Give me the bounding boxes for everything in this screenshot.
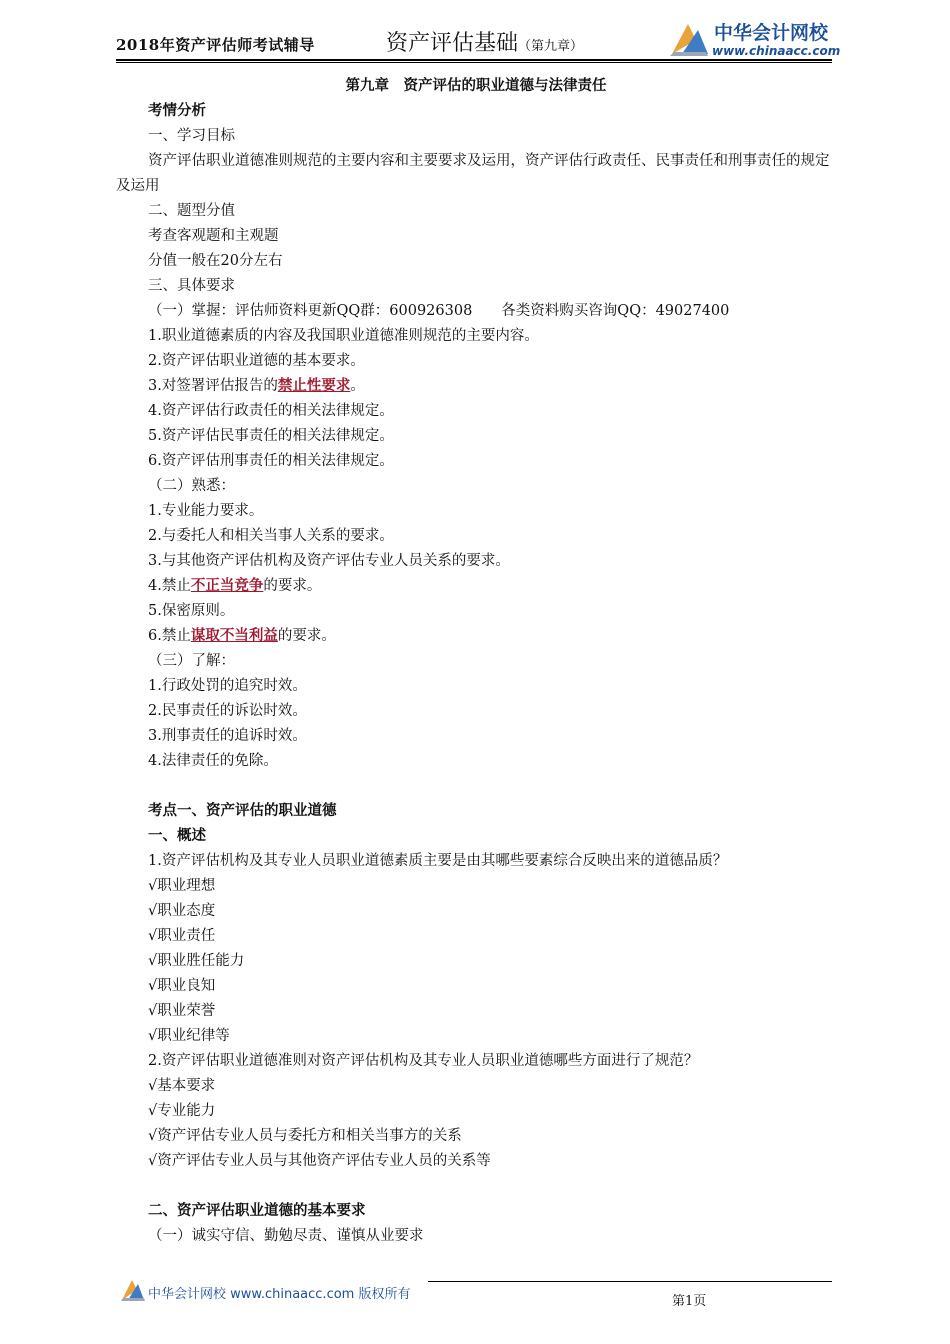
basic-requirements-heading: 二、资产评估职业道德的基本要求 (148, 1203, 366, 1219)
section-heading: 三、具体要求 (148, 278, 235, 294)
paragraph: 考查客观题和主观题 (148, 228, 279, 244)
check-item: √职业责任 (148, 928, 216, 944)
page-number: 第1页 (672, 1294, 707, 1309)
highlight-term: 禁止性要求 (277, 378, 351, 394)
highlight-term: 谋取不当利益 (190, 628, 278, 644)
list-item-text: 4.禁止 (148, 578, 191, 594)
paragraph: 资产评估职业道德准则规范的主要内容和主要要求及运用，资产评估行政责任、民事责任和刑事责任的规定及运用 (116, 153, 830, 194)
footer-copyright: 中华会计网校 www.chinaacc.com 版权所有 (148, 1287, 411, 1302)
check-item: √职业态度 (148, 903, 216, 919)
check-item: √职业荣誉 (148, 1003, 216, 1019)
section-heading: 二、题型分值 (148, 203, 235, 219)
list-item: 3.刑事责任的追诉时效。 (148, 728, 307, 744)
list-item-text: 3.对签署评估报告的 (148, 378, 278, 394)
chapter-title: 第九章 资产评估的职业道德与法律责任 (345, 78, 607, 94)
list-item: 1.专业能力要求。 (148, 503, 264, 519)
header-subject: 资产评估基础 (386, 31, 519, 56)
check-item: √资产评估专业人员与其他资产评估专业人员的关系等 (148, 1153, 491, 1169)
header-chapter: （第九章） (518, 39, 584, 54)
understand-heading: （三）了解： (148, 653, 235, 669)
logo-name: 中华会计网校 (714, 22, 829, 44)
list-item: 5.资产评估民事责任的相关法律规定。 (148, 428, 394, 444)
list-item: 1.职业道德素质的内容及我国职业道德准则规范的主要内容。 (148, 328, 539, 344)
footer-logo-icon (120, 1278, 146, 1302)
list-item: 6.资产评估刑事责任的相关法律规定。 (148, 453, 394, 469)
list-item-text: 6.禁止 (148, 628, 191, 644)
list-item: 3.与其他资产评估机构及资产评估专业人员关系的要求。 (148, 553, 510, 569)
header-rule-thin (116, 62, 832, 63)
spacer (116, 774, 836, 799)
list-item-text: 的要求。 (263, 578, 322, 594)
familiar-heading: （二）熟悉： (148, 478, 235, 494)
brand-logo (668, 18, 841, 60)
paragraph: 分值一般在20分左右 (148, 253, 283, 269)
highlight-term: 不正当竞争 (190, 578, 264, 594)
kp1-subheading: 一、概述 (148, 828, 206, 844)
check-item: √基本要求 (148, 1078, 216, 1094)
list-item: 4.法律责任的免除。 (148, 753, 278, 769)
list-item (116, 624, 836, 649)
header-course: 2018年资产评估师考试辅导 (116, 36, 315, 54)
list-item: 1.行政处罚的追究时效。 (148, 678, 307, 694)
list-item: 2.民事责任的诉讼时效。 (148, 703, 307, 719)
check-item: √职业理想 (148, 878, 216, 894)
page-header (116, 14, 841, 64)
list-item: 5.保密原则。 (148, 603, 235, 619)
spacer (116, 1174, 836, 1199)
subsection-heading: （一）诚实守信、勤勉尽责、谨慎从业要求 (148, 1228, 424, 1244)
section-heading: 一、学习目标 (148, 128, 235, 144)
question: 2.资产评估职业道德准则对资产评估机构及其专业人员职业道德哪些方面进行了规范？ (148, 1053, 699, 1069)
document-body (116, 74, 836, 1249)
list-item: 2.与委托人和相关当事人关系的要求。 (148, 528, 394, 544)
check-item: √专业能力 (148, 1103, 216, 1119)
page-footer (116, 1272, 836, 1332)
list-item: 4.资产评估行政责任的相关法律规定。 (148, 403, 394, 419)
check-item: √职业纪律等 (148, 1028, 230, 1044)
check-item: √职业良知 (148, 978, 216, 994)
header-title (386, 26, 583, 57)
list-item (116, 574, 836, 599)
check-item: √资产评估专业人员与委托方和相关当事方的关系 (148, 1128, 462, 1144)
analysis-heading: 考情分析 (148, 103, 206, 119)
list-item-text: 。 (350, 378, 365, 394)
list-item-text: 的要求。 (277, 628, 336, 644)
logo-mark-icon (668, 20, 710, 58)
kp1-heading: 考点一、资产评估的职业道德 (148, 803, 337, 819)
list-item: 2.资产评估职业道德的基本要求。 (148, 353, 365, 369)
footer-rule (428, 1281, 832, 1282)
logo-url: www.chinaacc.com (712, 44, 841, 58)
grasp-heading: （一）掌握：评估师资料更新QQ群：600926308 各类资料购买咨询QQ：49027400 (148, 303, 730, 319)
header-rule (116, 59, 832, 61)
list-item (116, 374, 836, 399)
question: 1.资产评估机构及其专业人员职业道德素质主要是由其哪些要素综合反映出来的道德品质？ (148, 853, 728, 869)
check-item: √职业胜任能力 (148, 953, 245, 969)
